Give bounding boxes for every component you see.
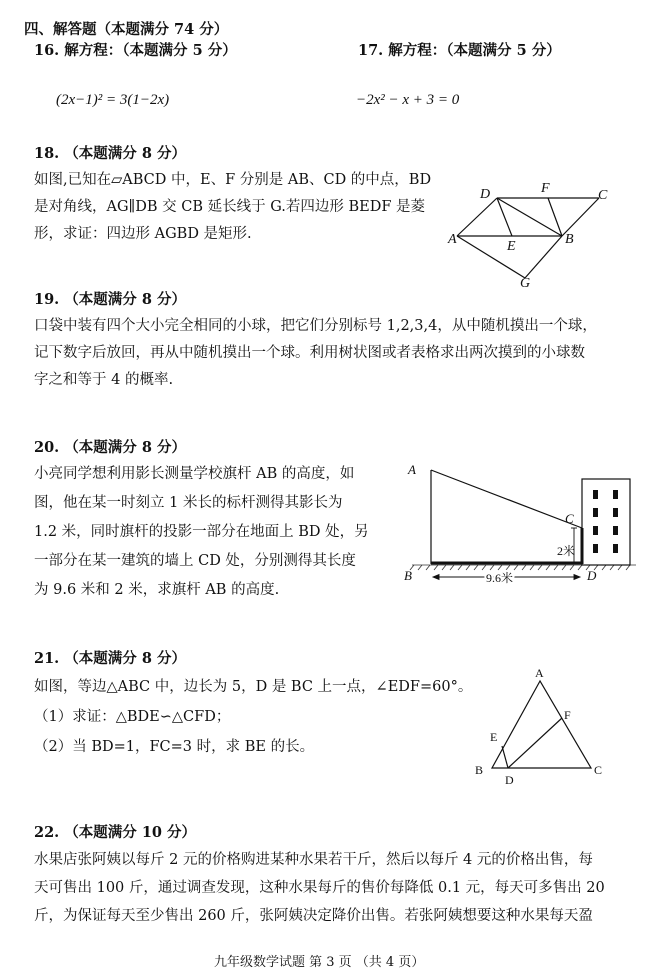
q21-line-3: （2）当 BD=1，FC=3 时，求 BE 的长。 — [34, 739, 315, 755]
q17-equation: −2x² − x + 3 = 0 — [356, 92, 460, 108]
q20-label-D: D — [587, 568, 597, 583]
q20-figure — [400, 460, 640, 590]
q21-label-E: E — [490, 730, 498, 744]
q18-label-C: C — [598, 188, 608, 203]
q21-line-1: 如图，等边△ABC 中，边长为 5，D 是 BC 上一点，∠EDF=60°。 — [34, 679, 473, 695]
q19-line-3: 字之和等于 4 的概率. — [34, 372, 174, 388]
q22-title: 22. （本题满分 10 分） — [34, 824, 197, 841]
q18-line-3: 形，求证：四边形 AGBD 是矩形. — [34, 226, 252, 242]
q20-body — [34, 460, 394, 605]
q20-label-B: B — [404, 568, 412, 583]
q20-line-2: 图，他在某一时刻立 1 米长的标杆测得其影长为 — [34, 495, 343, 511]
q20-wall-length: 2米 — [557, 544, 576, 558]
q20-line-3: 1.2 米，同时旗杆的投影一部分在地面上 BD 处，另 — [34, 524, 369, 540]
q22-body — [34, 846, 639, 930]
q21-label-C: C — [594, 763, 603, 777]
q22-line-3: 斤，为保证每天至少售出 260 斤，张阿姨决定降价出售。若张阿姨想要这种水果每天盈 — [34, 908, 593, 924]
q18-line-1: 如图,已知在▱ABCD 中，E、F 分别是 AB、CD 的中点，BD — [34, 172, 432, 188]
q18-figure — [440, 180, 630, 290]
q20-line-5: 为 9.6 米和 2 米，求旗杆 AB 的高度. — [34, 582, 280, 598]
q18-label-D: D — [480, 187, 491, 202]
page-footer: 九年级数学试题 第 3 页 （共 4 页） — [214, 955, 425, 970]
q21-title: 21. （本题满分 8 分） — [34, 650, 186, 667]
q18-line-2: 是对角线，AG∥DB 交 CB 延长线于 G.若四边形 BEDF 是菱 — [34, 199, 426, 215]
q20-ground-length: 9.6米 — [486, 571, 514, 585]
q18-label-A: A — [448, 232, 457, 247]
q21-label-D: D — [505, 773, 514, 787]
q19-body — [34, 313, 634, 394]
section-title: 四、解答题（本题满分 74 分） — [24, 21, 229, 38]
q18-body — [34, 167, 444, 248]
q19-line-2: 记下数字后放回，再从中随机摸出一个球。利用树状图或者表格求出两次摸到的小球数 — [34, 345, 585, 361]
q20-line-1: 小亮同学想利用影长测量学校旗杆 AB 的高度，如 — [34, 466, 355, 482]
q21-body — [34, 672, 474, 762]
q22-line-1: 水果店张阿姨以每斤 2 元的价格购进某种水果若干斤，然后以每斤 4 元的价格出售，每 — [34, 852, 593, 868]
q17-title: 17. 解方程：（本题满分 5 分） — [358, 42, 561, 59]
q21-label-A: A — [535, 666, 544, 680]
q19-line-1: 口袋中装有四个大小完全相同的小球，把它们分别标号 1,2,3,4，从中随机摸出一个球， — [34, 318, 597, 334]
q21-label-B: B — [475, 763, 484, 777]
q18-label-G: G — [520, 276, 531, 291]
q20-label-C: C — [565, 511, 574, 526]
q20-label-A: A — [408, 462, 416, 477]
q22-line-2: 天可售出 100 斤，通过调查发现，这种水果每斤的售价每降低 0.1 元，每天可多售出 20 — [34, 880, 605, 896]
q18-label-E: E — [507, 239, 516, 254]
q20-line-4: 一部分在某一建筑的墙上 CD 处，分别测得其长度 — [34, 553, 356, 569]
q16-equation: (2x−1)² = 3(1−2x) — [56, 92, 170, 108]
q20-title: 20. （本题满分 8 分） — [34, 439, 186, 456]
q18-label-B: B — [565, 232, 574, 247]
q18-label-F: F — [541, 181, 550, 196]
q21-line-2: （1）求证：△BDE∽△CFD； — [34, 709, 231, 725]
q21-label-F: F — [564, 708, 571, 722]
q16-title: 16. 解方程：（本题满分 5 分） — [34, 42, 237, 59]
q18-title: 18. （本题满分 8 分） — [34, 145, 186, 162]
q19-title: 19. （本题满分 8 分） — [34, 291, 186, 308]
q21-figure — [470, 662, 620, 792]
